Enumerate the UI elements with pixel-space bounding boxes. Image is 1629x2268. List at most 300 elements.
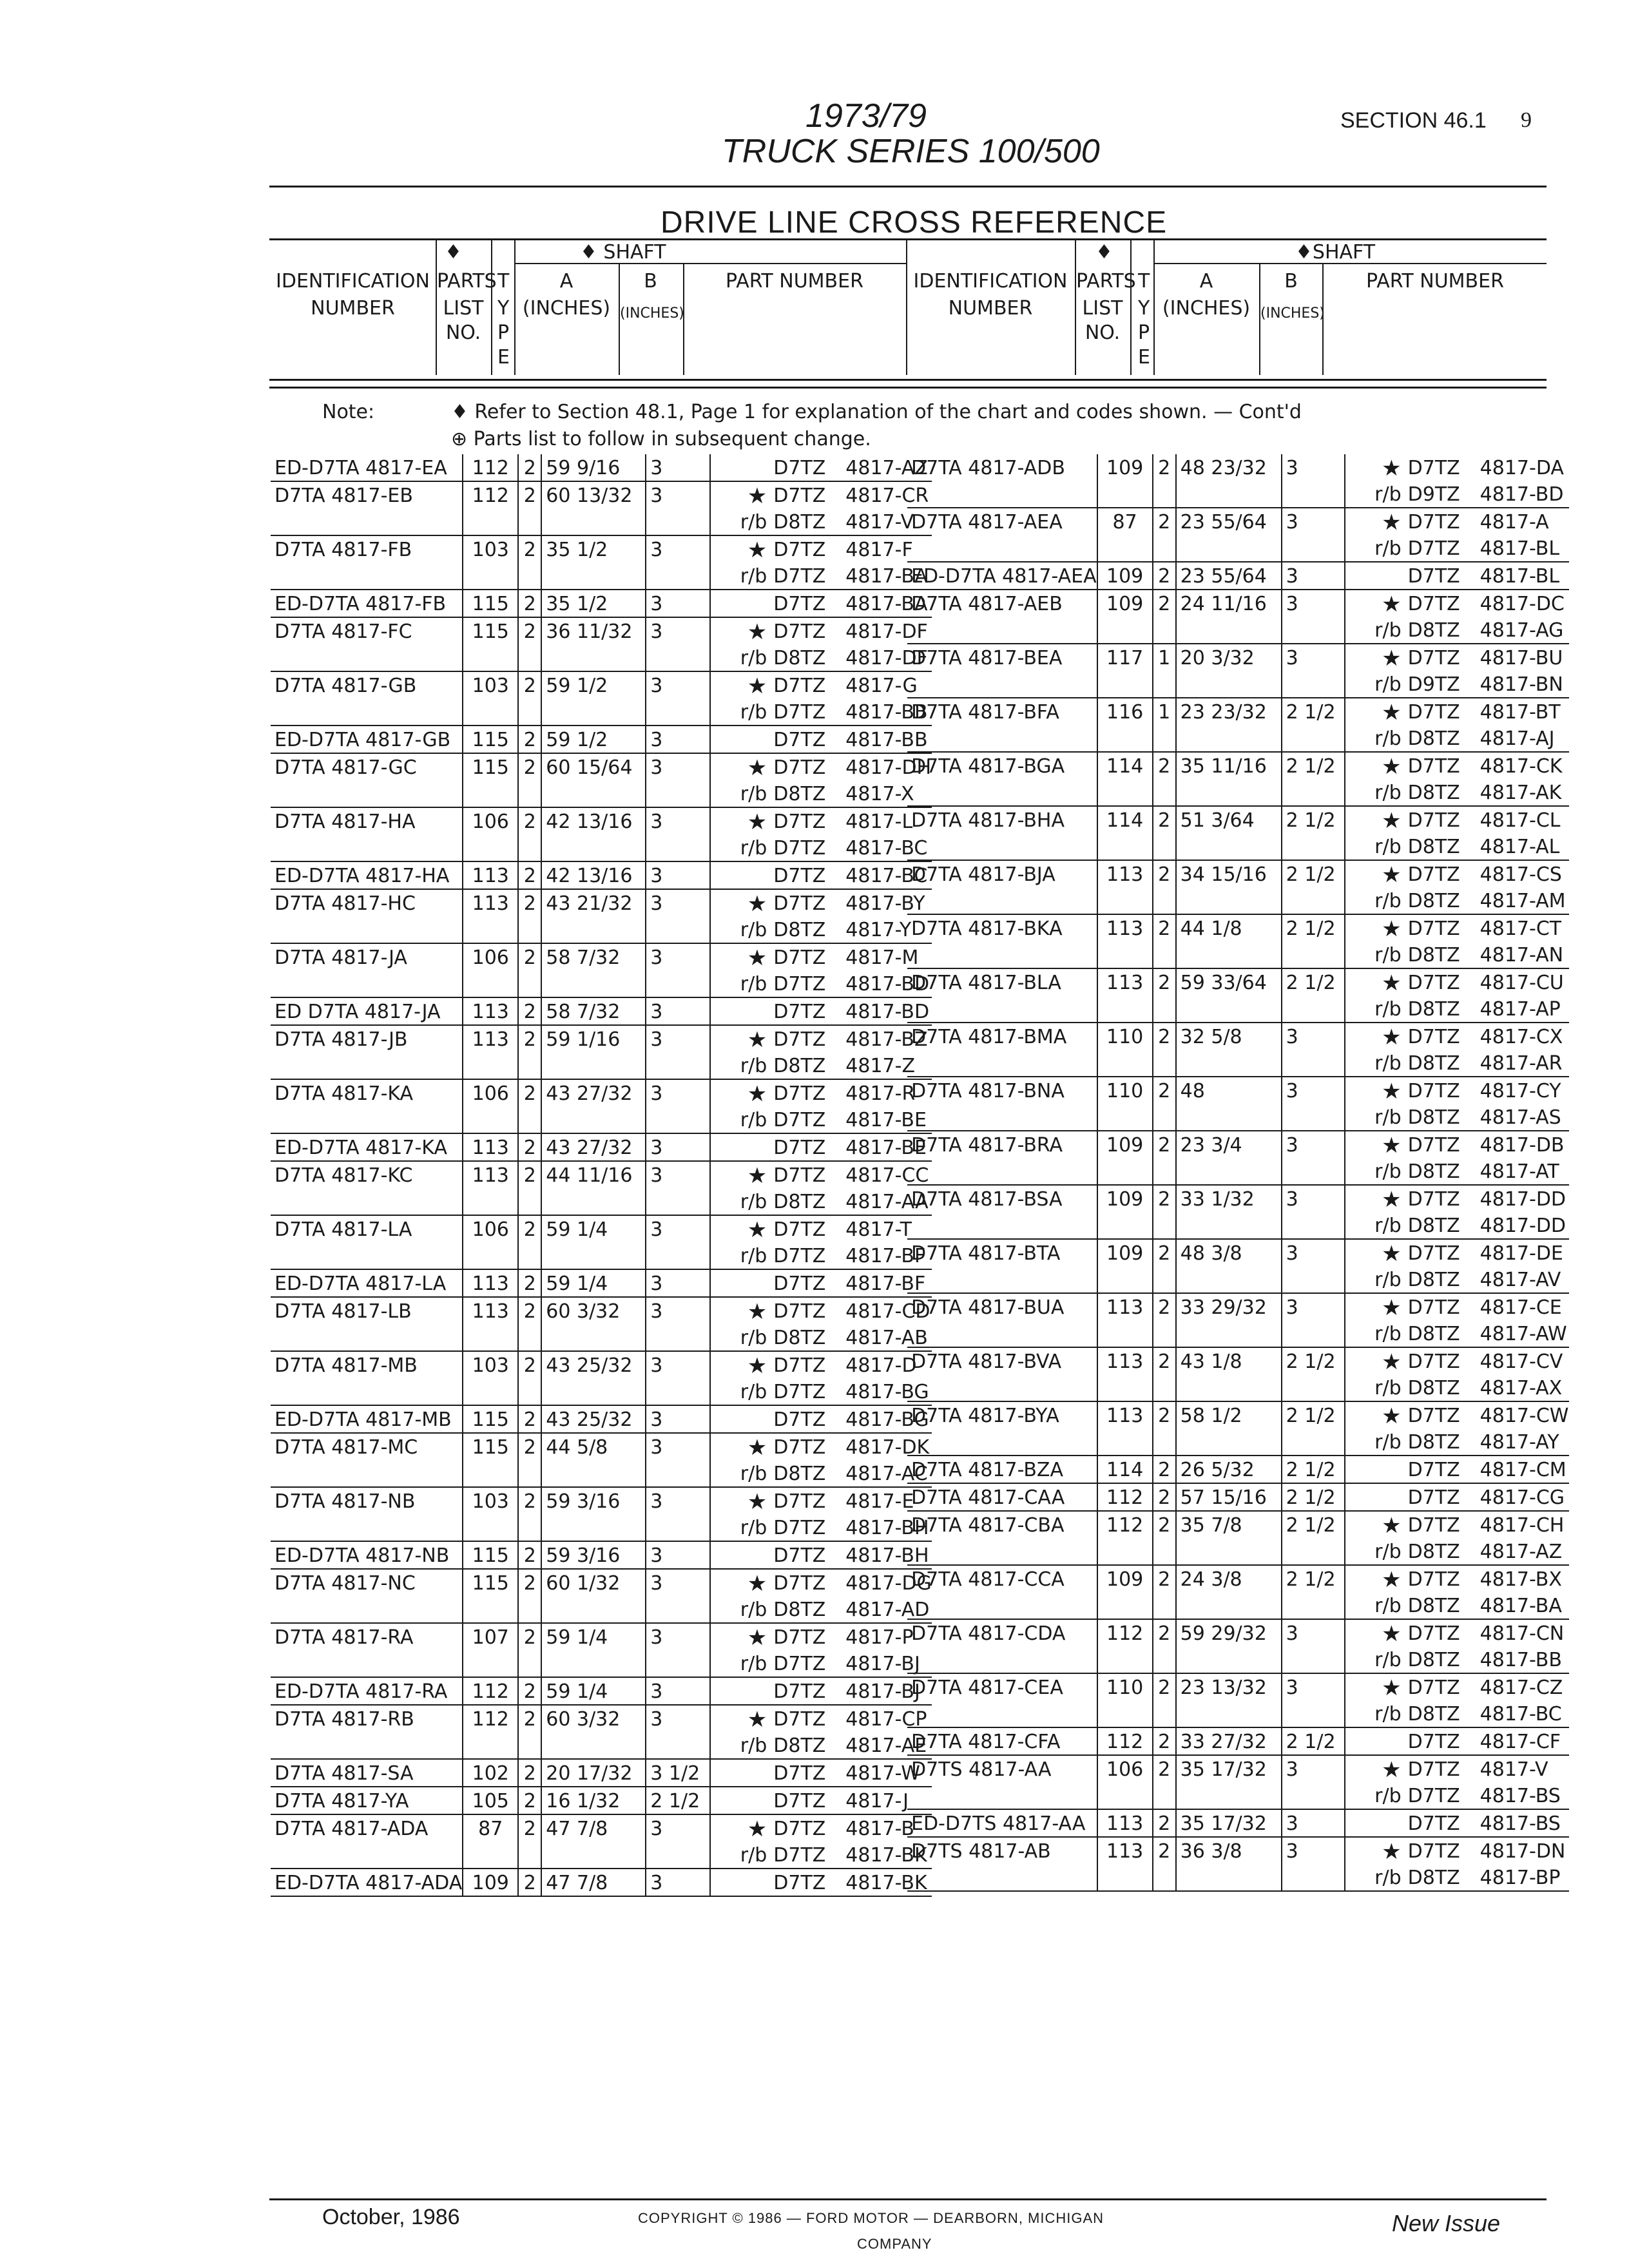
part-base: D7TZ	[773, 1082, 826, 1105]
identification-number	[271, 1596, 463, 1623]
part-prefix	[1345, 562, 1404, 590]
part-base: D7TZ	[773, 1490, 826, 1513]
identification-number: D7TA 4817-KC	[275, 1164, 413, 1187]
identification-number	[271, 1106, 463, 1133]
part-suffix: 4817-BP	[1476, 1864, 1569, 1891]
identification-number: D7TA 4817-LB	[275, 1300, 412, 1323]
identification-number	[271, 1324, 463, 1351]
shaft-b: 2 1/2	[1282, 968, 1345, 995]
shaft-a	[1176, 535, 1282, 562]
part-prefix: ★	[710, 1814, 769, 1841]
shaft-a	[541, 1841, 646, 1869]
shaft-a	[1176, 833, 1282, 860]
part-base: D7TZ	[773, 1572, 826, 1595]
identification-number	[271, 562, 463, 590]
part-base: D8TZ	[1404, 1158, 1476, 1185]
shaft-a: 33 27/32	[1176, 1727, 1282, 1755]
part-base: D7TZ	[769, 834, 842, 861]
parts-list-no	[1097, 1538, 1153, 1565]
table-row	[271, 454, 932, 481]
parts-list-no	[463, 1514, 518, 1541]
note-line-1: ♦ Refer to Section 48.1, Page 1 for explanation of the chart and codes shown. — Cont'd	[451, 401, 1302, 423]
part-suffix: 4817-J	[842, 1787, 932, 1814]
table-row	[907, 508, 1569, 535]
part-prefix: ★	[1345, 1293, 1404, 1320]
part-base: D7TZ	[773, 892, 826, 915]
shaft-a: 20 17/32	[541, 1759, 646, 1787]
type: 2	[1153, 914, 1176, 941]
shaft-b	[646, 834, 710, 861]
part-suffix: 4817-AK	[1476, 779, 1569, 806]
identification-number: ED D7TA 4817-JA	[271, 997, 463, 1025]
identification-number	[271, 1188, 463, 1215]
part-prefix: ★	[710, 481, 769, 508]
table-row	[271, 535, 932, 562]
part-base: D7TZ	[769, 1677, 842, 1705]
parts-list-no: 114	[1097, 1456, 1153, 1483]
type: 2	[518, 1623, 541, 1650]
part-base: D7TZ	[769, 1242, 842, 1269]
parts-list-no	[1097, 1050, 1153, 1077]
parts-list-no	[1097, 535, 1153, 562]
a-inches-header: (INCHES)	[522, 297, 611, 320]
identification-number: D7TA 4817-BSA	[911, 1188, 1063, 1211]
part-prefix: ★	[1345, 1565, 1404, 1592]
type: 2	[1153, 1809, 1176, 1837]
shaft-b: 2 1/2	[1282, 698, 1345, 725]
parts-list-no	[1097, 671, 1153, 698]
part-prefix: ★	[1345, 752, 1404, 779]
table-row	[907, 1320, 1569, 1347]
identification-number: D7TA 4817-BLA	[911, 972, 1061, 994]
shaft-a: 24 11/16	[1176, 590, 1282, 617]
shaft-b: 3	[1282, 1185, 1345, 1212]
table-row	[907, 1347, 1569, 1374]
part-suffix: 4817-G	[845, 675, 918, 697]
shaft-a	[541, 1242, 646, 1269]
table-row	[271, 1133, 932, 1161]
type: 2	[1153, 1293, 1176, 1320]
type: 2	[518, 943, 541, 970]
shaft-b: 3	[646, 889, 710, 916]
list-header: LIST	[443, 297, 484, 320]
part-base: D7TZ	[1407, 1350, 1460, 1373]
part-prefix: r/b	[710, 1188, 769, 1215]
type: 2	[518, 1215, 541, 1242]
part-suffix: 4817-CR	[845, 485, 929, 507]
identification-number: ED-D7TA 4817-ADA	[271, 1869, 463, 1896]
shaft-a	[1176, 1104, 1282, 1131]
shaft-a: 34 15/16	[1176, 860, 1282, 887]
parts-list-no	[1097, 1646, 1153, 1673]
shaft-b	[1282, 995, 1345, 1023]
shaft-b: 3	[1282, 1809, 1345, 1837]
part-prefix: r/b	[1345, 725, 1404, 752]
shaft-b: 3	[1282, 454, 1345, 481]
identification-number	[271, 508, 463, 535]
table-row	[907, 1864, 1569, 1891]
b-header: B	[644, 270, 657, 293]
parts-list-no: 113	[1097, 1401, 1153, 1428]
type: 2	[518, 861, 541, 889]
table-title: DRIVE LINE CROSS REFERENCE	[660, 206, 1168, 240]
part-suffix: 4817-CN	[1480, 1622, 1565, 1645]
part-suffix: 4817-DB	[1480, 1134, 1565, 1157]
type	[518, 644, 541, 671]
parts-list-no: 109	[463, 1869, 518, 1896]
table-row	[907, 1700, 1569, 1727]
number-header: NUMBER	[311, 297, 395, 320]
parts-list-no: 112	[463, 454, 518, 481]
type: 2	[518, 1161, 541, 1188]
part-suffix: 4817-AR	[1476, 1050, 1569, 1077]
type: 1	[1153, 698, 1176, 725]
shaft-a	[1176, 725, 1282, 752]
shaft-b: 2 1/2	[1282, 1456, 1345, 1483]
part-prefix: ★	[1345, 806, 1404, 833]
shaft-a: 58 1/2	[1176, 1401, 1282, 1428]
parts-list-no: 109	[1097, 1131, 1153, 1158]
type: 2	[1153, 752, 1176, 779]
parts-list-no	[463, 644, 518, 671]
part-base: D7TZ	[769, 1869, 842, 1896]
shaft-b: 3	[646, 1677, 710, 1705]
table-row	[907, 1727, 1569, 1755]
part-prefix: ★	[710, 1623, 769, 1650]
type	[518, 1514, 541, 1541]
part-prefix	[710, 997, 769, 1025]
table-row	[271, 1814, 932, 1841]
part-suffix: 4817-AL	[1476, 833, 1569, 860]
part-prefix: r/b	[1345, 1782, 1404, 1809]
part-suffix: 4817-T	[845, 1218, 912, 1241]
shaft-a: 59 1/4	[541, 1623, 646, 1650]
parts-list-no: 107	[463, 1623, 518, 1650]
part-suffix: 4817-CP	[845, 1708, 927, 1731]
shaft-b	[1282, 1428, 1345, 1456]
identification-number: D7TA 4817-AEB	[911, 593, 1063, 615]
part-base: D8TZ	[1404, 1428, 1476, 1456]
identification-number: ED-D7TA 4817-FB	[271, 590, 463, 617]
no-header: NO.	[445, 322, 481, 344]
part-prefix	[1345, 1456, 1404, 1483]
identification-number	[271, 698, 463, 726]
shaft-b: 3	[646, 617, 710, 644]
shaft-a: 51 3/64	[1176, 806, 1282, 833]
part-prefix: r/b	[1345, 1428, 1404, 1456]
part-prefix: r/b	[710, 1242, 769, 1269]
type: 2	[1153, 1483, 1176, 1511]
parts-list-no: 109	[1097, 1565, 1153, 1592]
part-prefix: ★	[1345, 454, 1404, 481]
part-suffix: 4817-BD	[1476, 481, 1569, 508]
shaft-b: 3	[1282, 1023, 1345, 1050]
shaft-b: 3	[646, 1433, 710, 1460]
type	[518, 1841, 541, 1869]
table-row	[271, 807, 932, 834]
note-line-2: ⊕ Parts list to follow in subsequent change.	[451, 428, 871, 450]
parts-list-no	[463, 1052, 518, 1079]
part-base: D8TZ	[1404, 1266, 1476, 1293]
shaft-header: ♦ SHAFT	[580, 241, 666, 264]
parts-list-no	[1097, 887, 1153, 914]
part-base: D7TZ	[773, 1300, 826, 1323]
type-y: Y	[497, 297, 510, 320]
header-divider	[1153, 240, 1155, 375]
identification-number	[907, 1592, 1097, 1619]
identification-number: D7TA 4817-CFA	[907, 1727, 1097, 1755]
table-row	[271, 1705, 932, 1732]
type	[1153, 535, 1176, 562]
type	[518, 1106, 541, 1133]
identification-number: ED-D7TA 4817-AEA	[907, 562, 1097, 590]
type: 2	[1153, 1131, 1176, 1158]
shaft-a: 32 5/8	[1176, 1023, 1282, 1050]
type: 2	[518, 1487, 541, 1514]
part-prefix: r/b	[710, 508, 769, 535]
shaft-a: 20 3/32	[1176, 644, 1282, 671]
type: 2	[518, 1433, 541, 1460]
shaft-a	[1176, 1428, 1282, 1456]
part-suffix: 4817-BB	[1476, 1646, 1569, 1673]
table-row	[271, 1650, 932, 1677]
shaft-b	[1282, 1592, 1345, 1619]
part-suffix: 4817-BG	[842, 1405, 932, 1433]
type: 2	[1153, 806, 1176, 833]
identification-number: ED-D7TA 4817-EA	[271, 454, 463, 481]
shaft-a	[541, 1732, 646, 1759]
list-header: LIST	[1082, 297, 1123, 320]
part-suffix: 4817-F	[845, 539, 913, 561]
cross-reference-table-left	[271, 454, 932, 1897]
parts-list-no	[463, 1188, 518, 1215]
part-suffix: 4817-BL	[1476, 535, 1569, 562]
part-base: D8TZ	[1404, 1212, 1476, 1239]
part-prefix: r/b	[710, 1650, 769, 1677]
table-row	[907, 1809, 1569, 1837]
part-base: D8TZ	[769, 1596, 842, 1623]
shaft-a: 42 13/16	[541, 861, 646, 889]
copyright-line-1: COPYRIGHT © 1986 — FORD MOTOR — DEARBORN, MICHIGAN	[638, 2210, 1104, 2226]
parts-list-no	[463, 1242, 518, 1269]
table-row	[271, 889, 932, 916]
table-row	[907, 725, 1569, 752]
part-suffix: 4817-AA	[842, 1188, 932, 1215]
shaft-b	[646, 562, 710, 590]
type: 2	[1153, 1401, 1176, 1428]
identification-number: D7TA 4817-CCA	[911, 1568, 1065, 1591]
type	[1153, 1158, 1176, 1185]
shaft-b: 2 1/2	[1282, 1511, 1345, 1538]
part-suffix: 4817-BB	[842, 726, 932, 753]
type: 2	[518, 1541, 541, 1569]
table-row	[907, 1374, 1569, 1401]
part-suffix: 4817-BB	[842, 698, 932, 726]
shaft-b	[1282, 1050, 1345, 1077]
shaft-a	[541, 1378, 646, 1405]
identification-number: D7TA 4817-CAA	[907, 1483, 1097, 1511]
table-row	[271, 671, 932, 698]
parts-list-no: 115	[463, 1541, 518, 1569]
shaft-a: 23 55/64	[1176, 508, 1282, 535]
shaft-a: 35 1/2	[541, 535, 646, 562]
identification-number	[271, 1460, 463, 1487]
table-row	[271, 753, 932, 780]
identification-number: ED-D7TA 4817-KA	[271, 1133, 463, 1161]
shaft-a	[541, 916, 646, 943]
type	[1153, 1320, 1176, 1347]
type: 2	[1153, 1755, 1176, 1782]
part-base: D7TZ	[1407, 1188, 1460, 1211]
shaft-a: 43 27/32	[541, 1079, 646, 1106]
table-row	[271, 1161, 932, 1188]
part-base: D7TZ	[1407, 457, 1460, 479]
part-suffix: 4817-BG	[842, 1378, 932, 1405]
table-row	[907, 535, 1569, 562]
table-row	[271, 1052, 932, 1079]
identification-number: D7TA 4817-KA	[275, 1082, 414, 1105]
shaft-a: 43 1/8	[1176, 1347, 1282, 1374]
type	[1153, 481, 1176, 508]
shaft-b	[646, 1378, 710, 1405]
parts-list-no	[463, 1732, 518, 1759]
part-prefix: r/b	[1345, 1538, 1404, 1565]
shaft-a: 47 7/8	[541, 1814, 646, 1841]
part-base: D7TZ	[769, 1106, 842, 1133]
part-prefix: ★	[710, 1161, 769, 1188]
part-base: D7TZ	[1407, 755, 1460, 778]
part-base: D7TZ	[773, 1818, 826, 1840]
part-base: D7TZ	[769, 590, 842, 617]
part-prefix: ★	[1345, 914, 1404, 941]
shaft-a	[541, 834, 646, 861]
parts-list-no: 113	[463, 1025, 518, 1052]
part-suffix: 4817-CL	[1480, 809, 1561, 832]
table-row	[271, 1514, 932, 1541]
table-row	[271, 1405, 932, 1433]
type	[518, 1650, 541, 1677]
shaft-b	[646, 780, 710, 807]
type	[1153, 779, 1176, 806]
shaft-b: 3	[1282, 1619, 1345, 1646]
shaft-a: 44 11/16	[541, 1161, 646, 1188]
part-prefix: r/b	[1345, 1700, 1404, 1727]
part-prefix: ★	[710, 671, 769, 698]
part-suffix: 4817-Z	[842, 1052, 932, 1079]
part-prefix: r/b	[1345, 535, 1404, 562]
table-row	[907, 590, 1569, 617]
type: 2	[1153, 1727, 1176, 1755]
table-row	[271, 1541, 932, 1569]
shaft-b: 2 1/2	[1282, 860, 1345, 887]
shaft-b: 3	[646, 1351, 710, 1378]
type: 2	[1153, 1239, 1176, 1266]
identification-number: D7TA 4817-NB	[275, 1490, 416, 1513]
part-prefix: r/b	[710, 1106, 769, 1133]
identification-number	[907, 1320, 1097, 1347]
part-suffix: 4817-BS	[1476, 1809, 1569, 1837]
table-row	[907, 1239, 1569, 1266]
shaft-b: 3	[1282, 508, 1345, 535]
identification-number: ED-D7TA 4817-MB	[271, 1405, 463, 1433]
type	[518, 1324, 541, 1351]
type: 2	[518, 1759, 541, 1787]
shaft-b: 3	[646, 1569, 710, 1596]
part-prefix: ★	[710, 535, 769, 562]
parts-list-no: 109	[1097, 454, 1153, 481]
table-row	[271, 1025, 932, 1052]
parts-list-no: 87	[1097, 508, 1153, 535]
parts-list-no	[463, 780, 518, 807]
part-suffix: 4817-A	[1480, 511, 1549, 533]
shaft-a: 60 13/32	[541, 481, 646, 508]
type: 1	[1153, 644, 1176, 671]
table-row	[271, 943, 932, 970]
parts-list-no: 113	[463, 1133, 518, 1161]
part-prefix: ★	[1345, 1239, 1404, 1266]
part-base: D7TZ	[773, 1354, 826, 1377]
identification-number: D7TA 4817-MB	[275, 1354, 418, 1377]
identification-number: D7TA 4817-GC	[275, 756, 417, 779]
table-row	[271, 590, 932, 617]
table-row	[271, 726, 932, 753]
shaft-b: 3	[1282, 1293, 1345, 1320]
shaft-b	[1282, 1646, 1345, 1673]
type-e: E	[1138, 346, 1150, 369]
part-suffix: 4817-B	[845, 1818, 914, 1840]
parts-list-no	[1097, 1782, 1153, 1809]
part-base: D8TZ	[1404, 617, 1476, 644]
shaft-b	[1282, 1266, 1345, 1293]
parts-list-no: 114	[1097, 806, 1153, 833]
parts-list-no	[1097, 1592, 1153, 1619]
parts-list-no	[463, 916, 518, 943]
type	[518, 1460, 541, 1487]
shaft-a	[1176, 941, 1282, 968]
part-base: D7TZ	[773, 485, 826, 507]
part-prefix: ★	[710, 943, 769, 970]
type: 2	[1153, 454, 1176, 481]
shaft-a: 59 3/16	[541, 1541, 646, 1569]
table-row	[907, 779, 1569, 806]
table-row	[907, 941, 1569, 968]
identification-number	[907, 725, 1097, 752]
part-suffix: 4817-DF	[845, 620, 928, 643]
part-base: D9TZ	[1404, 671, 1476, 698]
type: 2	[518, 1569, 541, 1596]
part-suffix: 4817-AW	[1476, 1320, 1569, 1347]
part-prefix: ★	[1345, 1619, 1404, 1646]
part-suffix: 4817-DG	[845, 1572, 932, 1595]
part-suffix: 4817-AP	[1476, 995, 1569, 1023]
part-base: D7TZ	[769, 1514, 842, 1541]
parts-list-no	[463, 1460, 518, 1487]
issue-status: New Issue	[1392, 2210, 1501, 2236]
shaft-b: 3	[1282, 590, 1345, 617]
part-base: D7TZ	[769, 1269, 842, 1297]
shaft-b	[1282, 535, 1345, 562]
identification-number: D7TA 4817-ADA	[275, 1818, 429, 1840]
shaft-a	[1176, 779, 1282, 806]
shaft-b: 3	[646, 1623, 710, 1650]
part-suffix: 4817-R	[845, 1082, 916, 1105]
type	[518, 780, 541, 807]
shaft-a	[1176, 1864, 1282, 1891]
part-prefix: r/b	[1345, 1592, 1404, 1619]
part-prefix: r/b	[710, 1378, 769, 1405]
part-prefix: ★	[1345, 644, 1404, 671]
shaft-a: 59 1/2	[541, 726, 646, 753]
